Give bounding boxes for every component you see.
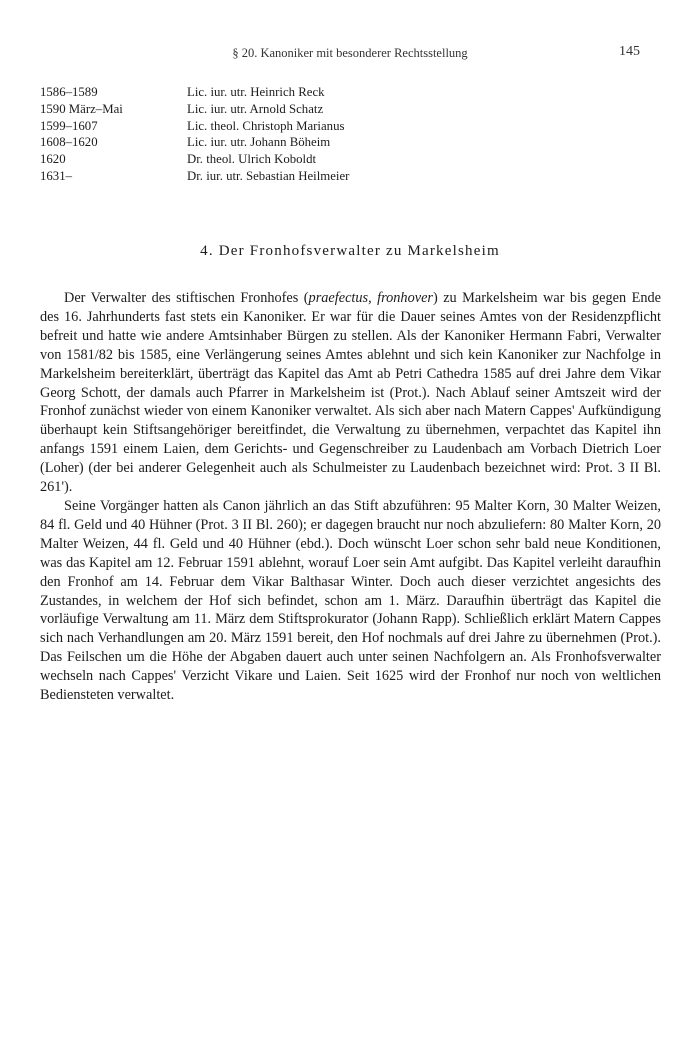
holder-name: Lic. iur. utr. Arnold Schatz [187,101,324,116]
holder-name: Dr. iur. utr. Sebastian Heilmeier [187,168,350,183]
body-text [40,289,661,705]
holder-period: 1631– [40,168,72,183]
holder-period: 1590 März–Mai [40,101,123,116]
running-title: § 20. Kanoniker mit besonderer Rechtsstellung [232,46,468,60]
holder-row [40,151,500,168]
running-header [40,44,660,64]
holder-row [40,134,500,151]
paragraph-1 [40,289,661,497]
holder-period: 1620 [40,152,66,167]
holder-period: 1608–1620 [40,135,98,150]
section-heading: 4. Der Fronhofsverwalter zu Markelsheim [200,243,500,259]
holder-name: Lic. iur. utr. Heinrich Reck [187,85,325,99]
holder-row [40,168,500,185]
latin-term: praefectus, fronhover [308,290,433,306]
holder-name: Lic. theol. Christoph Marianus [187,118,345,133]
paragraph-1-rest: ) zu Markelsheim war bis gegen Ende des 16. Jahrhunderts fast stets ein Kanoniker. Er war für die Dauer seines Amtes von der Residenzpflicht befreit und hatte wie andere Amtsinhaber Bürgen zu stellen. Als der Kanoniker Hermann Fabri, Verwalter von 1581/82 bis 1585, eine Verlängerung seines Amtes ablehnt und sich kein Kanoniker zur Nachfolge in Markelsheim bereiterklärt, überträgt das Kapitel das Amt ab Petri Cathedra 1585 auf drei Jahre dem Vikar Georg Schott, der damals auch Pfarrer in Markelsheim ist (Prot.). Nach Ablauf seiner Amtszeit wird der Fronhof zunächst wieder von einem Kanoniker verwaltet. Als sich aber nach Matern Cappes' Aufkündigung überhaupt kein Stiftsangehöriger bereitfindet, die Verwaltung zu übernehmen, verpachtet das Kapitel ihn anfangs 1591 einem Laien, dem Gerichts- und Gegenschreiber zu Laudenbach am Vorbach Dietrich Loer (Loher) (der bei anderer Gelegenheit auch als Schulmeister zu Laudenbach bezeichnet wird: Prot. 3 II Bl. 261'). [40,290,661,496]
page-number: 145 [619,44,640,59]
holder-row [40,101,500,118]
holder-name: Lic. iur. utr. Johann Böheim [187,135,331,150]
holders-list [40,84,500,185]
holder-row [40,118,500,135]
holder-period: 1599–1607 [40,118,98,133]
paragraph-2: Seine Vorgänger hatten als Canon jährlich an das Stift abzuführen: 95 Malter Korn, 30 Malter Weizen, 84 fl. Geld und 40 Hühner (Prot. 3 II Bl. 260); er dagegen braucht nur noch abzuliefern: 80 Malter Korn, 20 Malter Weizen, 44 fl. Geld und 40 Hühner (ebd.). Doch wünscht Loer schon sehr bald neue Konditionen, was das Kapitel am 12. Februar 1591 ablehnt, worauf Loer sein Amt aufgibt. Das Kapitel verleiht daraufhin den Fronhof am 14. Februar dem Vikar Balthasar Winter. Doch auch dieser verzichtet angesichts des Zustandes, in welchem der Hof sich befindet, schon am 1. März. Daraufhin überträgt das Kapitel die vorläufige Verwaltung am 11. März dem Stiftsprokurator (Johann Rapp). Schließlich erklärt Matern Cappes sich nach Verhandlungen am 20. März 1591 bereit, den Hof nochmals auf drei Jahre zu übernehmen (Prot.). Das Feilschen um die Höhe der Abgaben dauert auch unter seinen Nachfolgern an. Als Fronhofsverwalter wechseln nach Cappes' Verzicht Vikare und Laien. Seit 1625 wird der Fronhof nur noch von weltlichen Bediensteten verwaltet. [40,497,661,704]
holder-name: Dr. theol. Ulrich Koboldt [187,152,317,167]
holder-period: 1586–1589 [40,85,98,99]
holder-row [40,84,500,101]
paragraph-1-start: Der Verwalter des stiftischen Fronhofes ( [64,290,309,306]
